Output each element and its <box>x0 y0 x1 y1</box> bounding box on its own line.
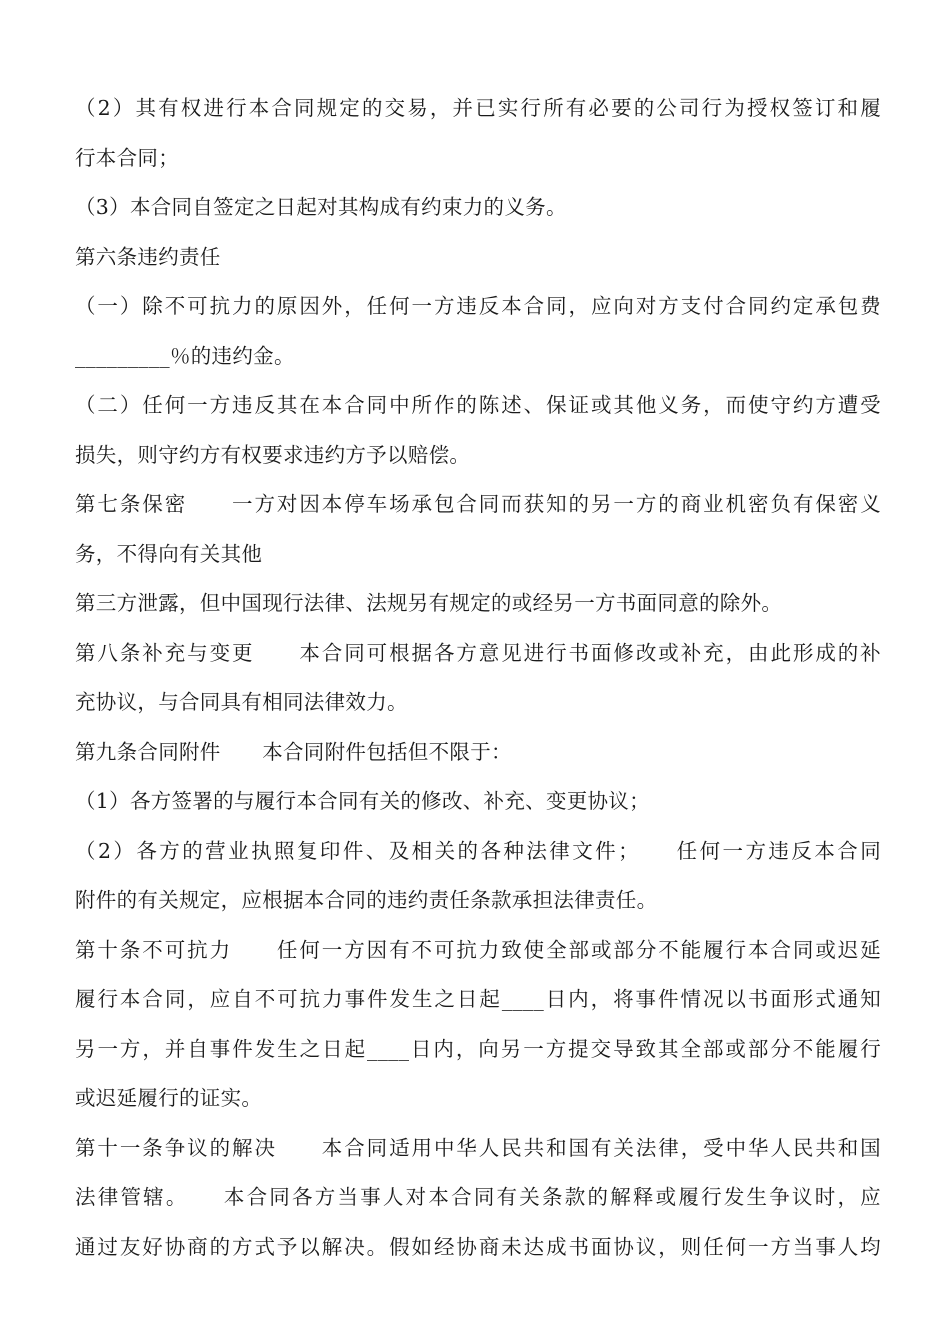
text-line: 另一方，并自事件发生之日起____日内，向另一方提交导致其全部或部分不能履行 <box>75 1036 881 1061</box>
text-line: 充协议，与合同具有相同法律效力。 <box>75 690 408 714</box>
text-line: 损失，则守约方有权要求违约方予以赔偿。 <box>75 442 471 467</box>
section-heading-6: 第六条违约责任 <box>75 244 221 269</box>
text-line: 务，不得向有关其他 <box>75 541 263 566</box>
text-line: 或迟延履行的证实。 <box>75 1086 263 1110</box>
text-line: （2）其有权进行本合同规定的交易，并已实行所有必要的公司行为授权签订和履 <box>75 96 881 120</box>
text-line: （1）各方签署的与履行本合同有关的修改、补充、变更协议； <box>75 789 650 813</box>
text-line: （2）各方的营业执照复印件、及相关的各种法律文件； 任何一方违反本合同 <box>75 838 881 863</box>
section-heading-11: 第十一条争议的解决 本合同适用中华人民共和国有关法律，受中华人民共和国 <box>75 1135 881 1160</box>
text-line: 通过友好协商的方式予以解决。假如经协商未达成书面协议，则任何一方当事人均 <box>75 1234 881 1259</box>
text-line: _________％的违约金。 <box>75 343 295 368</box>
text-line: （二）任何一方违反其在本合同中所作的陈述、保证或其他义务，而使守约方遭受 <box>75 393 881 417</box>
text-line: 法律管辖。 本合同各方当事人对本合同有关条款的解释或履行发生争议时，应 <box>75 1185 881 1209</box>
section-heading-9: 第九条合同附件 本合同附件包括但不限于： <box>75 739 512 764</box>
section-heading-7: 第七条保密 一方对因本停车场承包合同而获知的另一方的商业机密负有保密义 <box>75 492 881 516</box>
text-line: 附件的有关规定，应根据本合同的违约责任条款承担法律责任。 <box>75 888 658 912</box>
text-line: 第三方泄露，但中国现行法律、法规另有规定的或经另一方书面同意的除外。 <box>75 591 783 615</box>
contract-text <box>75 84 881 1272</box>
text-line: （一）除不可抗力的原因外，任何一方违反本合同，应向对方支付合同约定承包费 <box>75 294 881 318</box>
text-line: （3）本合同自签定之日起对其构成有约束力的义务。 <box>75 195 567 219</box>
section-heading-10: 第十条不可抗力 任何一方因有不可抗力致使全部或部分不能履行本合同或迟延 <box>75 937 881 962</box>
text-line: 行本合同； <box>75 145 179 170</box>
text-line: 履行本合同，应自不可抗力事件发生之日起____日内，将事件情况以书面形式通知 <box>75 987 881 1011</box>
section-heading-8: 第八条补充与变更 本合同可根据各方意见进行书面修改或补充，由此形成的补 <box>75 640 881 665</box>
